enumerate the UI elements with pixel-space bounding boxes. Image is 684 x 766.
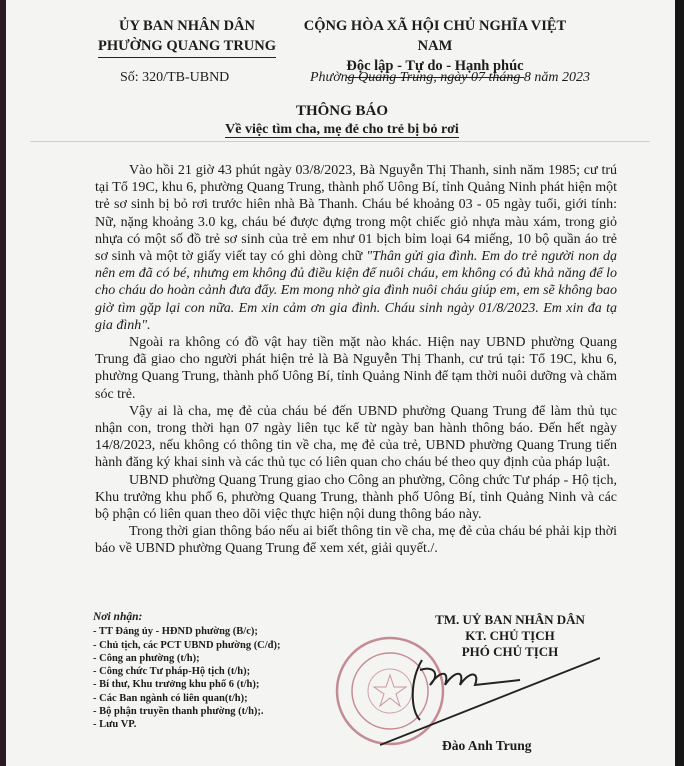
recipient-item: - Các Ban ngành có liên quan(t/h); xyxy=(93,692,248,704)
issuing-authority xyxy=(92,16,282,58)
divider xyxy=(30,141,650,142)
recipient-item: - Bộ phận truyền thanh phường (t/h);. xyxy=(93,706,264,718)
paragraph-1 xyxy=(95,162,617,334)
paragraph-5: Trong thời gian thông báo nếu ai biết thông tin về cha, mẹ đẻ của cháu bé phải kịp thời báo về UBND phường Quang Trung để xem xét, giải quyết./. xyxy=(95,524,617,557)
document-title: THÔNG BÁO xyxy=(295,103,389,119)
document-body xyxy=(95,162,617,558)
sign-line-2: KT. CHỦ TỊCH xyxy=(465,628,555,643)
sign-line-1: TM. UỶ BAN NHÂN DÂN xyxy=(435,612,585,627)
country-name: CỘNG HÒA XÃ HỘI CHỦ NGHĨA VIỆT NAM xyxy=(303,18,567,54)
paragraph-4: UBND phường Quang Trung giao cho Công an phường, Công chức Tư pháp - Hộ tịch, Khu trưởng khu phố 6, phường Quang Trung, thành phố Uông Bí, tỉnh Quảng Ninh và các bộ phận có liên quan theo dõi việc thực hiện nội dung thông báo này. xyxy=(95,472,617,523)
recipient-item: - Bí thư, Khu trưởng khu phố 6 (t/h); xyxy=(93,679,260,691)
recipients-heading: Nơi nhận: xyxy=(93,611,143,623)
place-date: Phường Quang Trung, ngày 07 tháng 8 năm 2023 xyxy=(310,70,590,85)
recipient-item: - Chủ tịch, các PCT UBND phường (C/đ); xyxy=(93,639,281,651)
paragraph-2: Ngoài ra không có đồ vật hay tiền mặt nào khác. Hiện nay UBND phường Quang Trung đã giao cho người phát hiện trẻ là Bà Nguyễn Thị Thanh, cư trú tại: Tổ 19C, khu 6, phường Quang Trung, thành phố Uông Bí, tỉnh Quảng Ninh để tạm thời nuôi dưỡng và chăm sóc trẻ. xyxy=(95,335,617,402)
recipients-list xyxy=(93,611,281,732)
authority-line-2: PHƯỜNG QUANG TRUNG xyxy=(98,36,276,58)
handwritten-note-quote: "Thân gửi gia đình. Em do trẻ người non dạ nên em đã có bé, nhưng em không đủ điều kiện để nuôi cháu, em không có đủ khả năng để lo cho cháu do hoàn cảnh đưa đẩy. Em mong nhờ gia đình nuôi cháu giúp em, em sẽ không bao giờ tìm gặp lại con nữa. Em xin cảm ơn gia đình. Cháu sinh ngày 01/8/2023. Em xin đa tạ gia đình". xyxy=(95,249,617,333)
sign-line-3: PHÓ CHỦ TỊCH xyxy=(461,644,559,659)
recipient-item: - Công an phường (t/h); xyxy=(93,652,200,664)
recipient-item: - Lưu VP. xyxy=(93,719,137,731)
recipient-item: - TT Đảng ủy - HĐND phường (B/c); xyxy=(93,626,258,638)
national-motto xyxy=(290,16,580,78)
handwritten-signature-icon xyxy=(380,640,600,750)
recipient-item: - Công chức Tư pháp-Hộ tịch (t/h); xyxy=(93,666,251,678)
authority-line-1: ỦY BAN NHÂN DÂN xyxy=(118,18,255,34)
document-subtitle xyxy=(0,122,684,138)
paragraph-3: Vậy ai là cha, mẹ đẻ của cháu bé đến UBND phường Quang Trung để làm thủ tục nhận con, trong thời hạn 07 ngày liên tục kể từ ngày ban hành thông báo. Đến hết ngày 14/8/2023, nếu không có thông tin về cha, mẹ đẻ của trẻ, UBND phường Quang Trung tiến hành đăng ký khai sinh và các thủ tục có liên quan cho cháu bé theo quy định của pháp luật. xyxy=(95,403,617,471)
document-number: Số: 320/TB-UBND xyxy=(120,70,230,85)
motto: Độc lập - Tự do - Hạnh phúc xyxy=(346,56,523,78)
signer-name: Đào Anh Trung xyxy=(442,738,532,753)
paragraph-1-text: Vào hồi 21 giờ 43 phút ngày 03/8/2023, Bà Nguyễn Thị Thanh, sinh năm 1985; cư trú tại Tổ 19C, khu 6, phường Quang Trung, thành phố Uông Bí, tỉnh Quảng Ninh phát hiện một trẻ sơ sinh bị bỏ rơi trước hiên nhà Bà Thanh. Cháu bé khoảng 03 - 05 ngày tuổi, giới tính: Nữ, nặng khoảng 3.0 kg, cháu bé được đựng trong một chiếc giỏ nhựa màu xám, trong giỏ nhựa có một số đồ trẻ sơ sinh của trẻ em như 01 bịch bỉm loại 64 miếng, 10 bộ quần áo trẻ sơ sinh và một tờ giấy viết tay có ghi dòng chữ xyxy=(95,163,617,265)
subtitle-text: Về việc tìm cha, mẹ đẻ cho trẻ bị bỏ rơi xyxy=(225,122,459,137)
